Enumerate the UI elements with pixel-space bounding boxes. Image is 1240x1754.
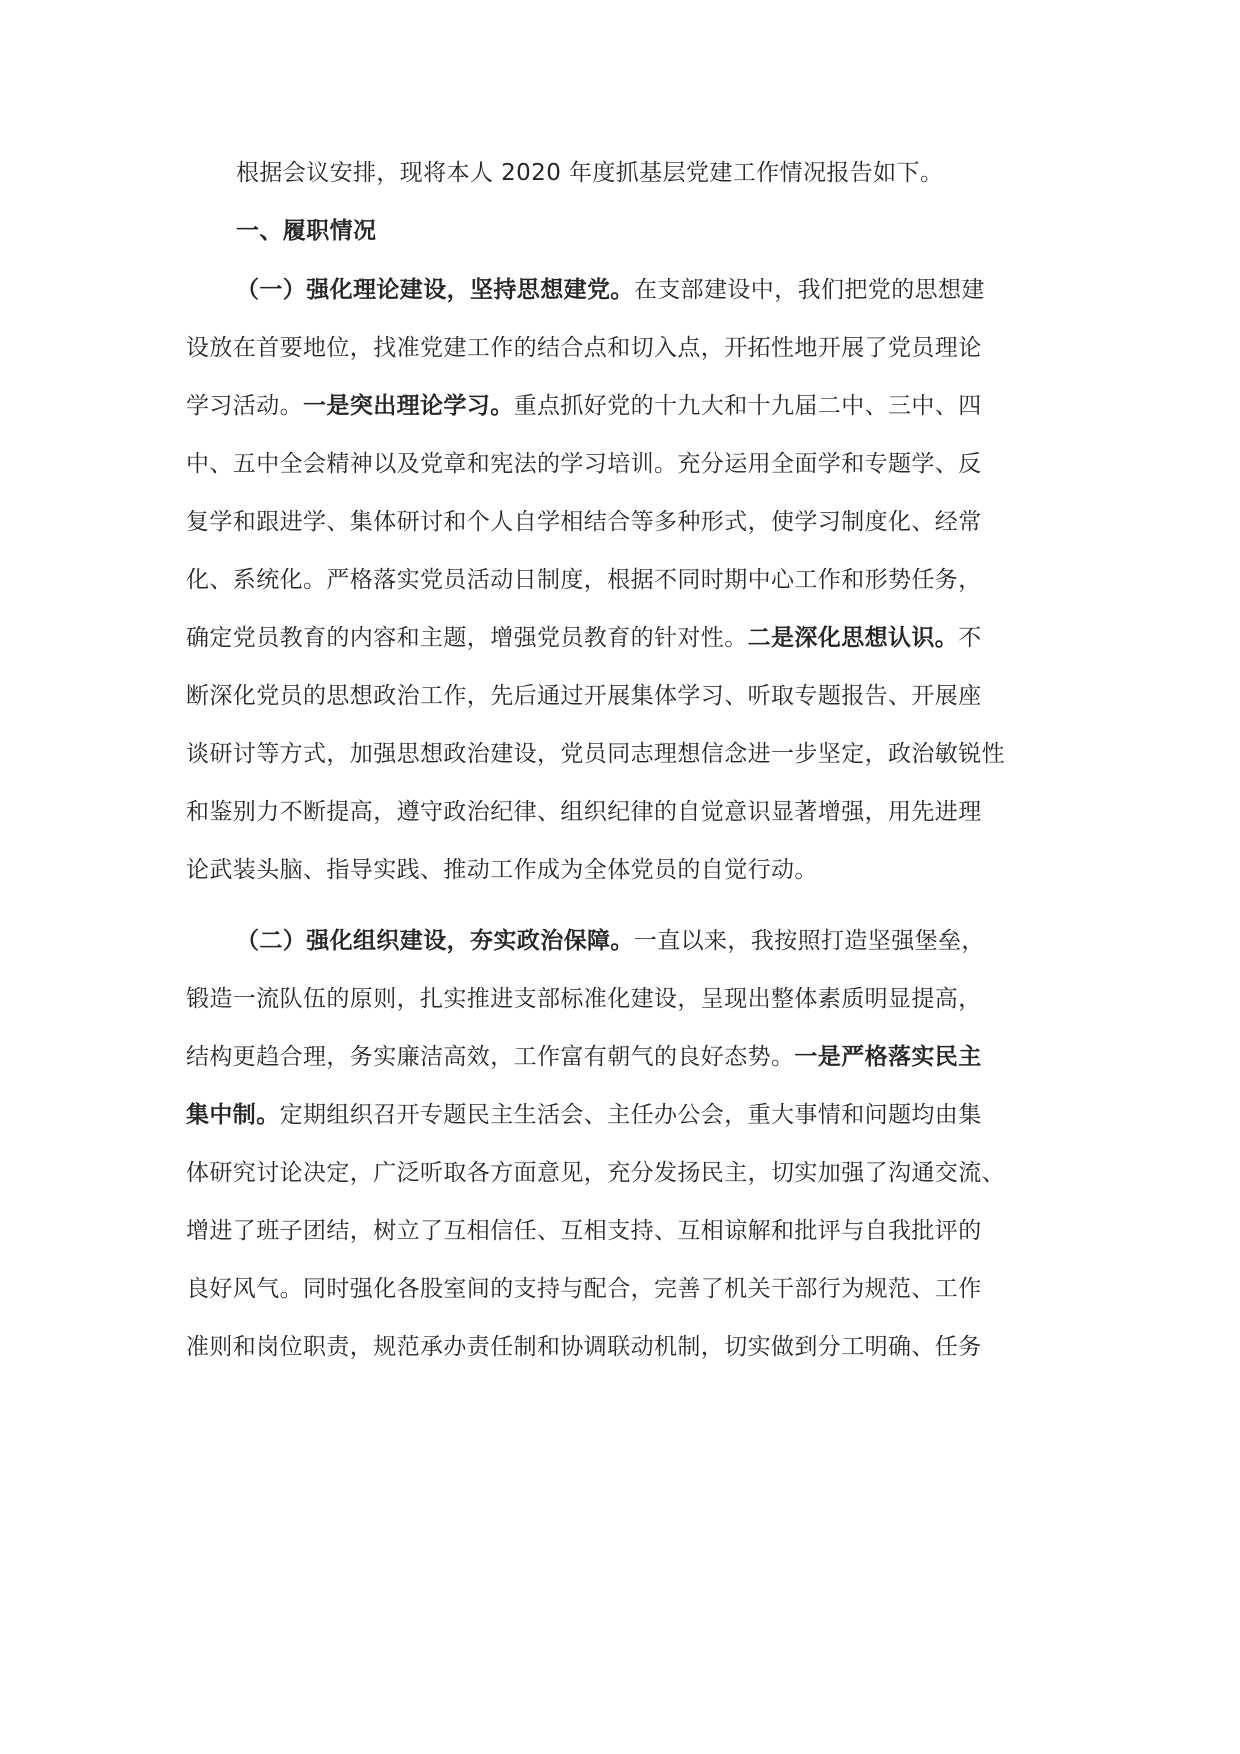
text-run: 体研究讨论决定，广泛听取各方面意见，充分发扬民主，切实加强了沟通交流、 xyxy=(186,1160,1005,1186)
section-heading xyxy=(236,211,1112,251)
text-line xyxy=(186,1095,1062,1135)
subheading-run: 二是深化思想认识。 xyxy=(747,625,959,651)
text-run: 设放在首要地位，找准党建工作的结合点和切入点，开拓性地开展了党员理论 xyxy=(186,335,982,361)
text-line xyxy=(186,1037,1062,1077)
text-run: 断深化党员的思想政治工作，先后通过开展集体学习、听取专题报告、开展座 xyxy=(186,683,982,709)
text-line xyxy=(186,1211,1062,1251)
text-line xyxy=(236,153,1112,193)
subheading-run: （二）强化组织建设，夯实政治保障。 xyxy=(236,928,634,954)
text-line xyxy=(236,921,1112,961)
text-run: 一、履职情况 xyxy=(236,218,377,244)
text-line xyxy=(186,734,1062,774)
text-line xyxy=(186,1327,1062,1367)
text-run: 确定党员教育的内容和主题，增强党员教育的针对性。 xyxy=(186,625,748,651)
text-line xyxy=(186,386,1062,426)
text-line xyxy=(186,850,1062,890)
text-run: 论武装头脑、指导实践、推动工作成为全体党员的自觉行动。 xyxy=(186,857,818,883)
text-run: 定期组织召开专题民主生活会、主任办公会，重大事情和问题均由集 xyxy=(279,1102,982,1128)
text-run: 结构更趋合理，务实廉洁高效，工作富有朝气的良好态势。 xyxy=(186,1044,795,1070)
text-line xyxy=(186,1269,1062,1309)
text-line xyxy=(186,1153,1062,1193)
text-run: 良好风气。同时强化各股室间的支持与配合，完善了机关干部行为规范、工作 xyxy=(186,1276,982,1302)
subheading-run: 一是严格落实民主 xyxy=(794,1044,982,1070)
text-run: 学习活动。 xyxy=(186,393,303,419)
subheading-run: 集中制。 xyxy=(186,1102,280,1128)
subheading-run: （一）强化理论建设，坚持思想建党。 xyxy=(236,277,634,303)
text-line xyxy=(186,676,1062,716)
text-run: 化、系统化。严格落实党员活动日制度，根据不同时期中心工作和形势任务， xyxy=(186,567,982,593)
text-run: 不 xyxy=(958,625,982,651)
text-line xyxy=(186,502,1062,542)
text-run: 复学和跟进学、集体研讨和个人自学相结合等多种形式，使学习制度化、经常 xyxy=(186,509,982,535)
text-line xyxy=(236,270,1112,310)
text-line xyxy=(186,618,1062,658)
subheading-run: 一是突出理论学习。 xyxy=(303,393,514,419)
text-run: 准则和岗位职责，规范承办责任制和协调联动机制，切实做到分工明确、任务 xyxy=(186,1334,982,1360)
text-line xyxy=(186,792,1062,832)
text-run: 谈研讨等方式，加强思想政治建设，党员同志理想信念进一步坚定，政治敏锐性 xyxy=(186,741,1005,767)
text-run: 一直以来，我按照打造坚强堡垒， xyxy=(633,928,985,954)
text-line xyxy=(186,979,1062,1019)
text-run: 锻造一流队伍的原则，扎实推进支部标准化建设，呈现出整体素质明显提高， xyxy=(186,986,982,1012)
text-line xyxy=(186,328,1062,368)
text-run: 重点抓好党的十九大和十九届二中、三中、四 xyxy=(513,393,982,419)
text-run: 增进了班子团结，树立了互相信任、互相支持、互相谅解和批评与自我批评的 xyxy=(186,1218,982,1244)
text-line xyxy=(186,444,1062,484)
text-run: 根据会议安排，现将本人 2020 年度抓基层党建工作情况报告如下。 xyxy=(236,160,944,186)
text-run: 和鉴别力不断提高，遵守政治纪律、组织纪律的自觉意识显著增强，用先进理 xyxy=(186,799,982,825)
text-run: 在支部建设中，我们把党的思想建 xyxy=(633,277,985,303)
text-run: 中、五中全会精神以及党章和宪法的学习培训。充分运用全面学和专题学、反 xyxy=(186,451,982,477)
text-line xyxy=(186,560,1062,600)
